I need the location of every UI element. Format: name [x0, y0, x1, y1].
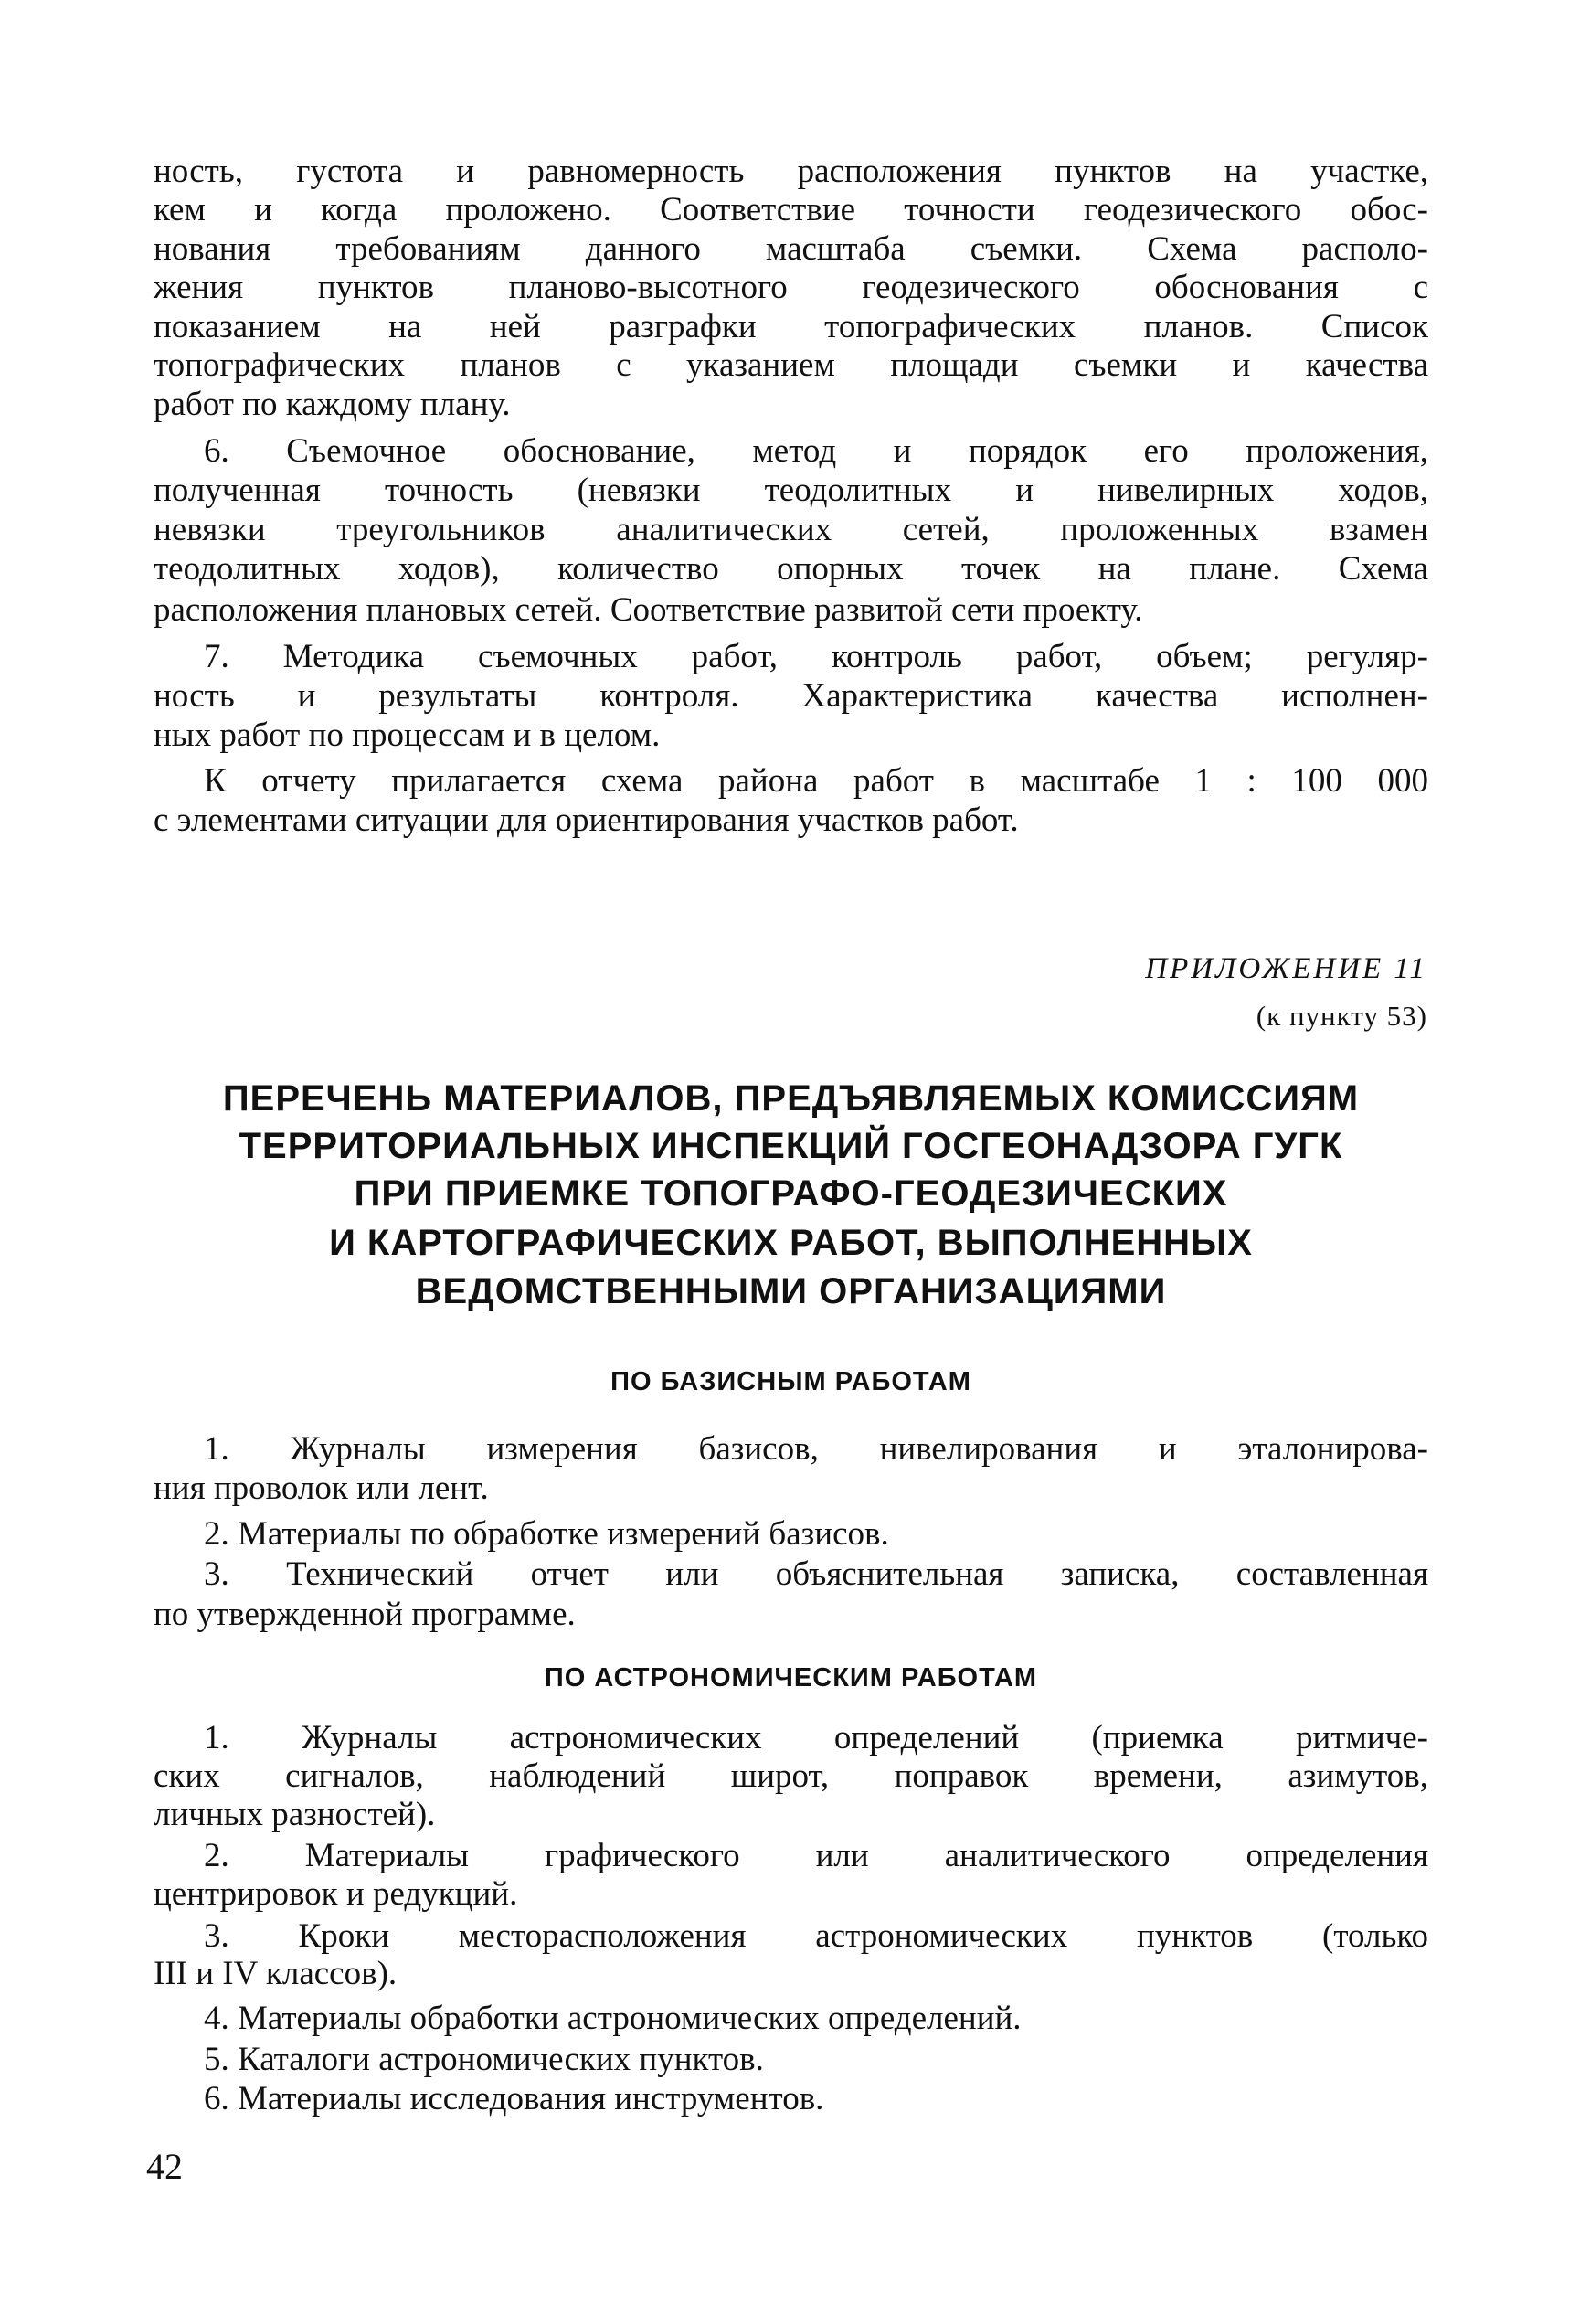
body-line: работ по каждому плану.: [154, 386, 511, 423]
list-item-line: ских сигналов, наблюдений широт, поправок времени, азимутов,: [154, 1757, 1428, 1795]
list-item-line: 2. Материалы графического или аналитического определения: [204, 1837, 1428, 1874]
item-line: невязки треугольников аналитических сетей, проложенных взамен: [154, 511, 1428, 548]
item-line: ных работ по процессам и в целом.: [154, 716, 661, 754]
item-line: расположения плановых сетей. Соответствие развитой сети проекту.: [154, 591, 1143, 629]
document-title-line: ТЕРРИТОРИАЛЬНЫХ ИНСПЕКЦИЙ ГОСГЕОНАДЗОРА ГУГК: [239, 1126, 1343, 1166]
list-item-line: 4. Материалы обработки астрономических определений.: [204, 2000, 1022, 2037]
list-item-line: 3. Технический отчет или объяснительная записка, составленная: [204, 1555, 1428, 1593]
body-line: топографических планов с указанием площади съемки и качества: [154, 346, 1428, 384]
list-item-line: центрировок и редукций.: [154, 1875, 518, 1913]
item-line: теодолитных ходов), количество опорных точек на плане. Схема: [154, 550, 1428, 588]
body-line: кем и когда проложено. Соответствие точности геодезического обос-: [154, 191, 1428, 228]
list-item-line: 3. Кроки месторасположения астрономических пунктов (только: [204, 1917, 1428, 1955]
list-item-line: личных разностей).: [154, 1796, 436, 1833]
list-item-line: 2. Материалы по обработке измерений базисов.: [204, 1515, 889, 1553]
list-item-line: 1. Журналы астрономических определений (приемка ритмиче-: [204, 1719, 1428, 1756]
section-heading-astro: ПО АСТРОНОМИЧЕСКИМ РАБОТАМ: [544, 1663, 1038, 1693]
document-title-line: ВЕДОМСТВЕННЫМИ ОРГАНИЗАЦИЯМИ: [415, 1271, 1167, 1311]
appendix-label: ПРИЛОЖЕНИЕ 11: [1145, 952, 1427, 985]
body-line: показанием на ней разграфки топографических планов. Список: [154, 308, 1428, 345]
page-number: 42: [146, 2146, 183, 2187]
body-line: нования требованиям данного масштаба съемки. Схема располо-: [154, 230, 1428, 268]
list-item-line: 1. Журналы измерения базисов, нивелирования и эталонирова-: [204, 1430, 1428, 1468]
body-line: жения пунктов планово-высотного геодезического обоснования с: [154, 269, 1428, 306]
item-line: полученная точность (невязки теодолитных и нивелирных ходов,: [154, 472, 1428, 509]
list-item-line: 6. Материалы исследования инструментов.: [204, 2080, 824, 2117]
item-line: ность и результаты контроля. Характеристика качества исполнен-: [154, 677, 1428, 715]
body-line: ность, густота и равномерность расположения пунктов на участке,: [154, 153, 1428, 190]
document-title-line: ПЕРЕЧЕНЬ МАТЕРИАЛОВ, ПРЕДЪЯВЛЯЕМЫХ КОМИССИЯМ: [222, 1078, 1360, 1119]
appendix-reference: (к пункту 53): [1256, 1000, 1427, 1032]
list-item-line: 5. Каталоги астрономических пунктов.: [204, 2041, 764, 2078]
list-item-line: по утвержденной программе.: [154, 1596, 576, 1633]
list-item-line: ния проволок или лент.: [154, 1470, 489, 1507]
document-title-line: И КАРТОГРАФИЧЕСКИХ РАБОТ, ВЫПОЛНЕННЫХ: [329, 1223, 1253, 1263]
item-line: 7. Методика съемочных работ, контроль работ, объем; регуляр-: [204, 638, 1428, 675]
item-line: 6. Съемочное обоснование, метод и порядок его проложения,: [204, 432, 1428, 470]
body-line: К отчету прилагается схема района работ в масштабе 1 : 100 000: [204, 762, 1428, 800]
list-item-line: III и IV классов).: [154, 1955, 398, 1992]
body-line: с элементами ситуации для ориентирования участков работ.: [154, 801, 1019, 839]
section-heading-basis: ПО БАЗИСНЫМ РАБОТАМ: [610, 1367, 971, 1396]
document-title-line: ПРИ ПРИЕМКЕ ТОПОГРАФО-ГЕОДЕЗИЧЕСКИХ: [354, 1173, 1228, 1214]
